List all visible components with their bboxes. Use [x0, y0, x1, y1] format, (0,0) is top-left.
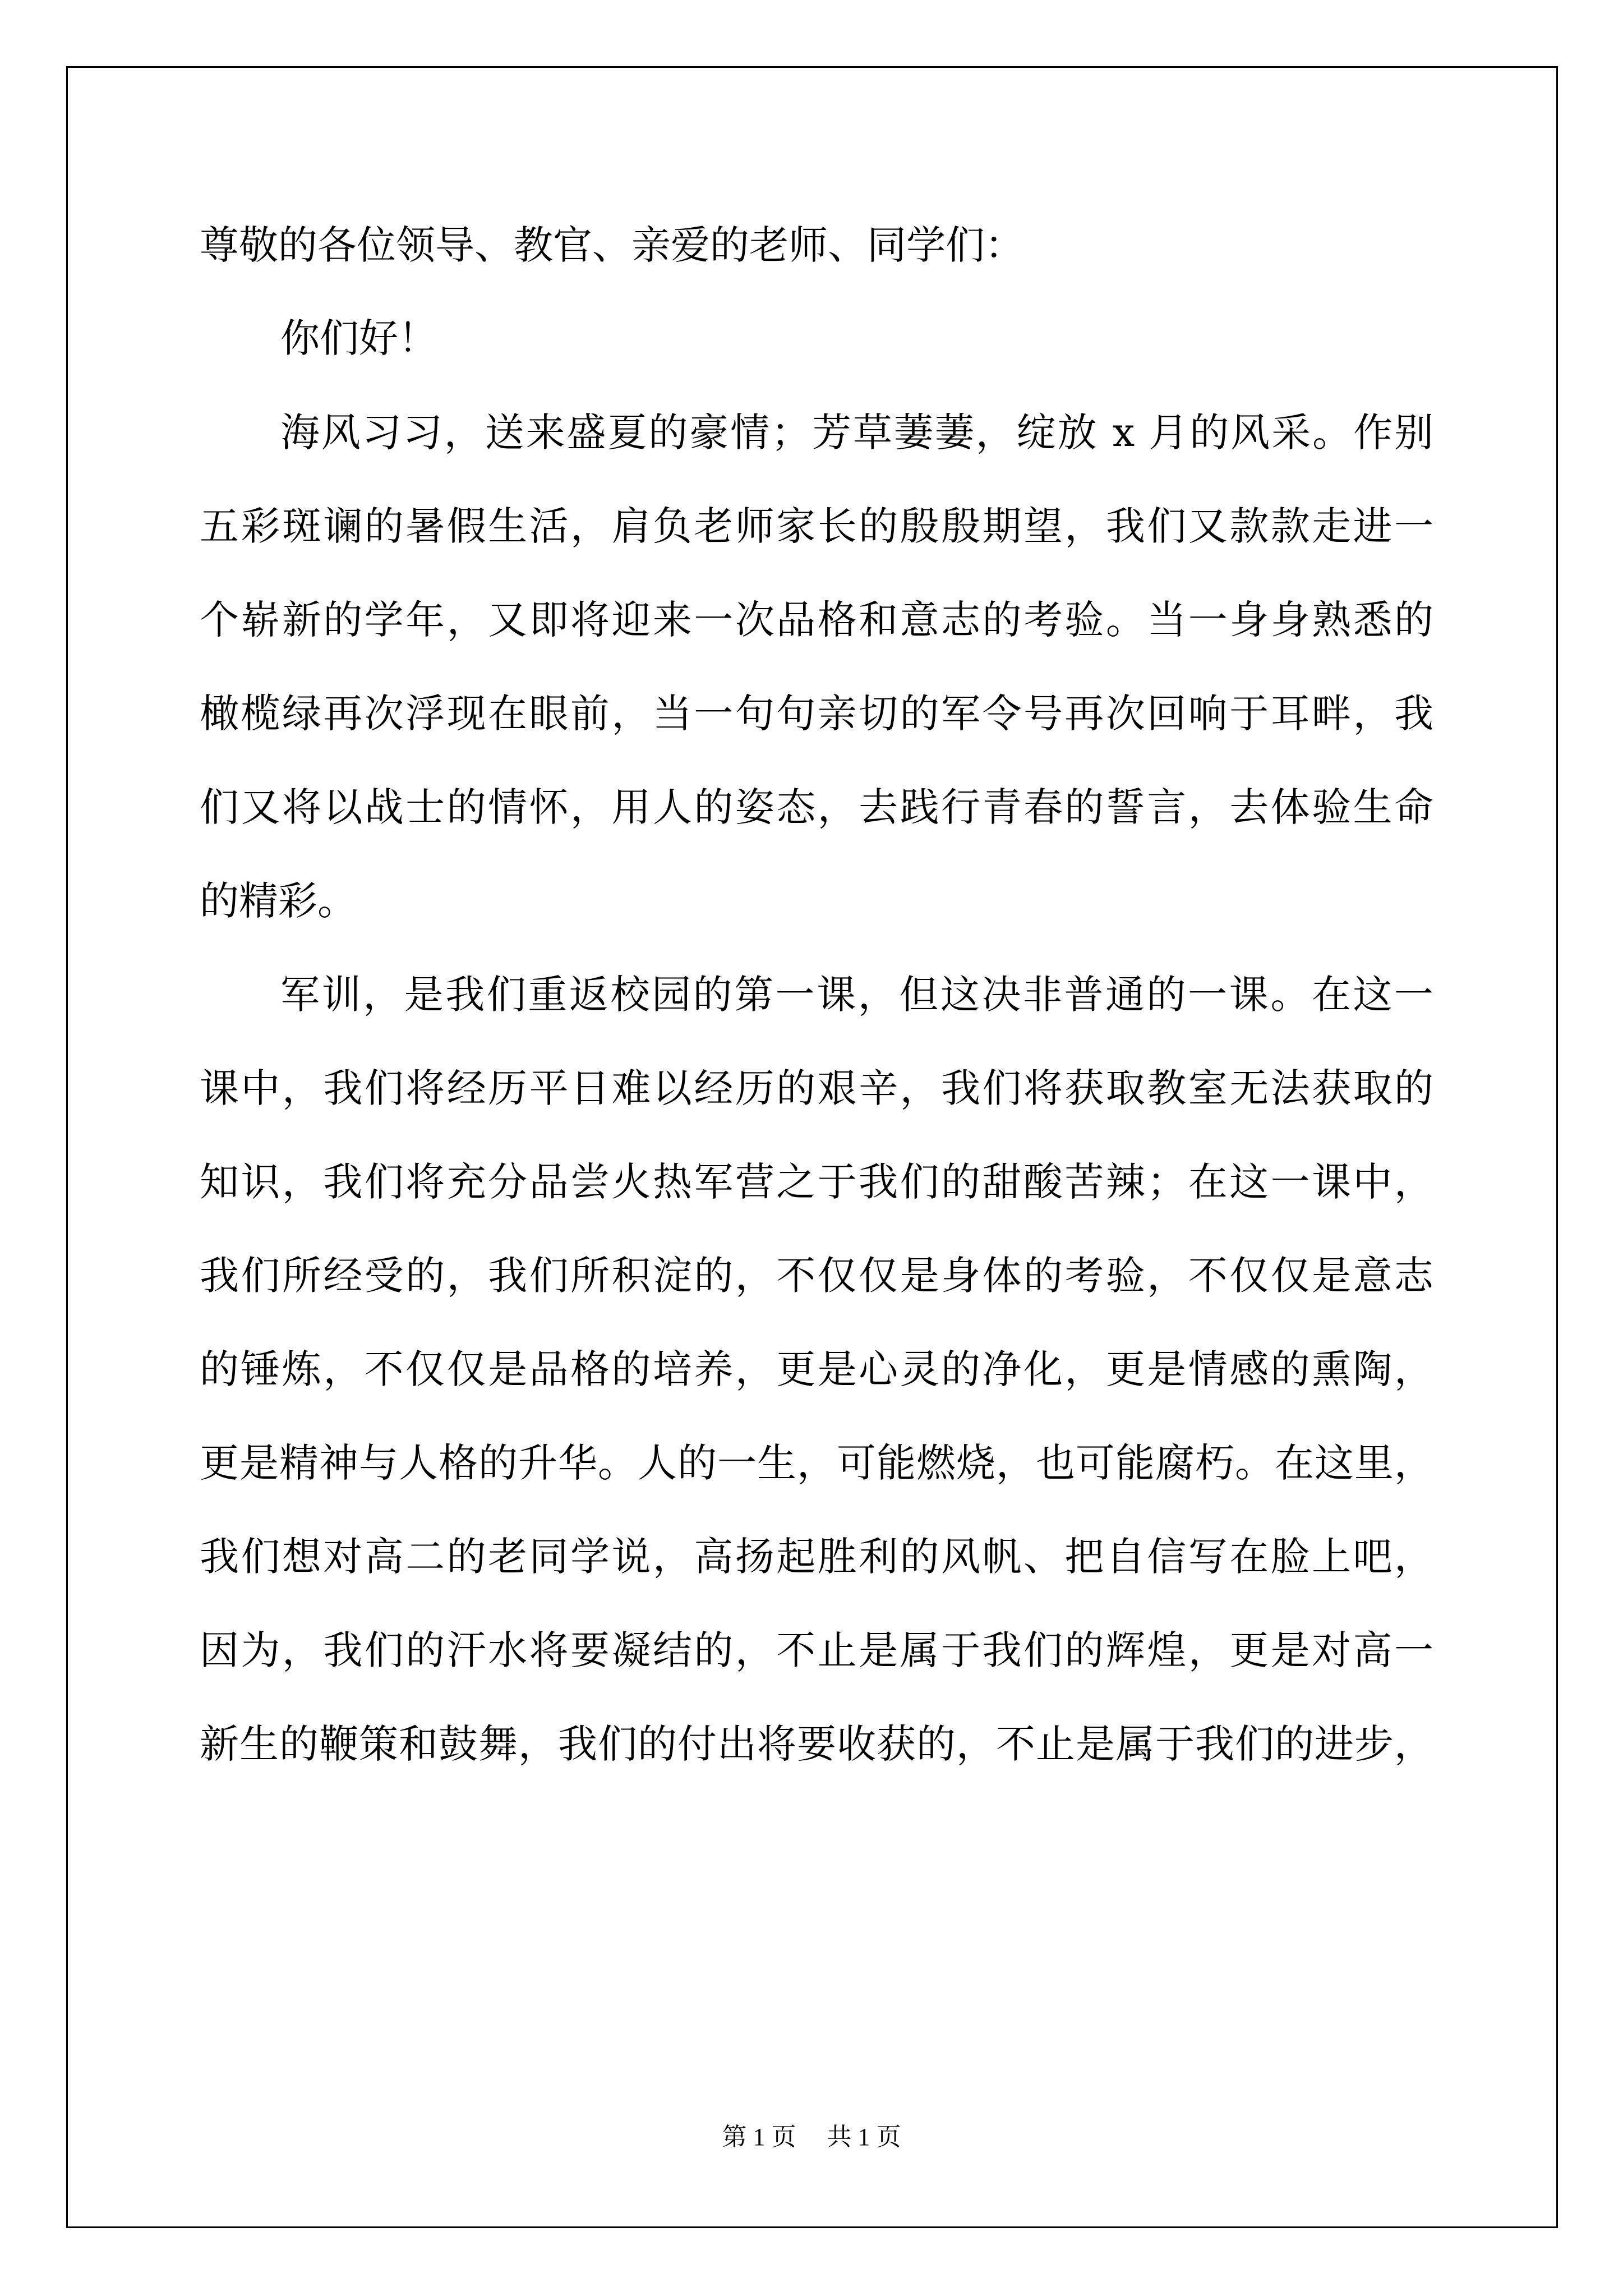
page-total: 共 1 页 — [827, 2123, 901, 2151]
paragraph-2-line: 我们所经受的，我们所积淀的，不仅仅是身体的考验，不仅仅是意志 — [200, 1253, 1433, 1299]
salutation: 尊敬的各位领导、教官、亲爱的老师、同学们： — [200, 222, 1024, 268]
paragraph-2-line: 更是精神与人格的升华。人的一生，可能燃烧，也可能腐朽。在这里， — [200, 1440, 1433, 1486]
paragraph-2-line: 课中，我们将经历平日难以经历的艰辛，我们将获取教室无法获取的 — [200, 1065, 1433, 1111]
paragraph-1-line: 橄榄绿再次浮现在眼前，当一句句亲切的军令号再次回响于耳畔，我 — [200, 691, 1433, 737]
paragraph-1-line: 五彩斑谰的暑假生活，肩负老师家长的殷殷期望，我们又款款走进一 — [200, 503, 1433, 549]
paragraph-2-line: 知识，我们将充分品尝火热军营之于我们的甜酸苦辣；在这一课中， — [200, 1159, 1433, 1205]
paragraph-1-line: 的精彩。 — [200, 878, 357, 924]
page-number: 第 1 页 — [722, 2123, 796, 2151]
paragraph-1-line: 海风习习，送来盛夏的豪情；芳草萋萋，绽放 x 月的风采。作别 — [280, 409, 1433, 455]
page-footer — [0, 2120, 1623, 2154]
paragraph-1-line: 们又将以战士的情怀，用人的姿态，去践行青春的誓言，去体验生命 — [200, 784, 1433, 830]
paragraph-2-line: 新生的鞭策和鼓舞，我们的付出将要收获的，不止是属于我们的进步， — [200, 1721, 1433, 1767]
greeting: 你们好！ — [280, 315, 437, 361]
paragraph-2-line: 的锤炼，不仅仅是品格的培养，更是心灵的净化，更是情感的熏陶， — [200, 1346, 1433, 1392]
paragraph-2-line: 军训，是我们重返校园的第一课，但这决非普通的一课。在这一 — [280, 972, 1433, 1018]
paragraph-1-line: 个崭新的学年，又即将迎来一次品格和意志的考验。当一身身熟悉的 — [200, 597, 1433, 643]
paragraph-2-line: 我们想对高二的老同学说，高扬起胜利的风帆、把自信写在脸上吧， — [200, 1534, 1433, 1580]
paragraph-2-line: 因为，我们的汗水将要凝结的，不止是属于我们的辉煌，更是对高一 — [200, 1627, 1433, 1673]
